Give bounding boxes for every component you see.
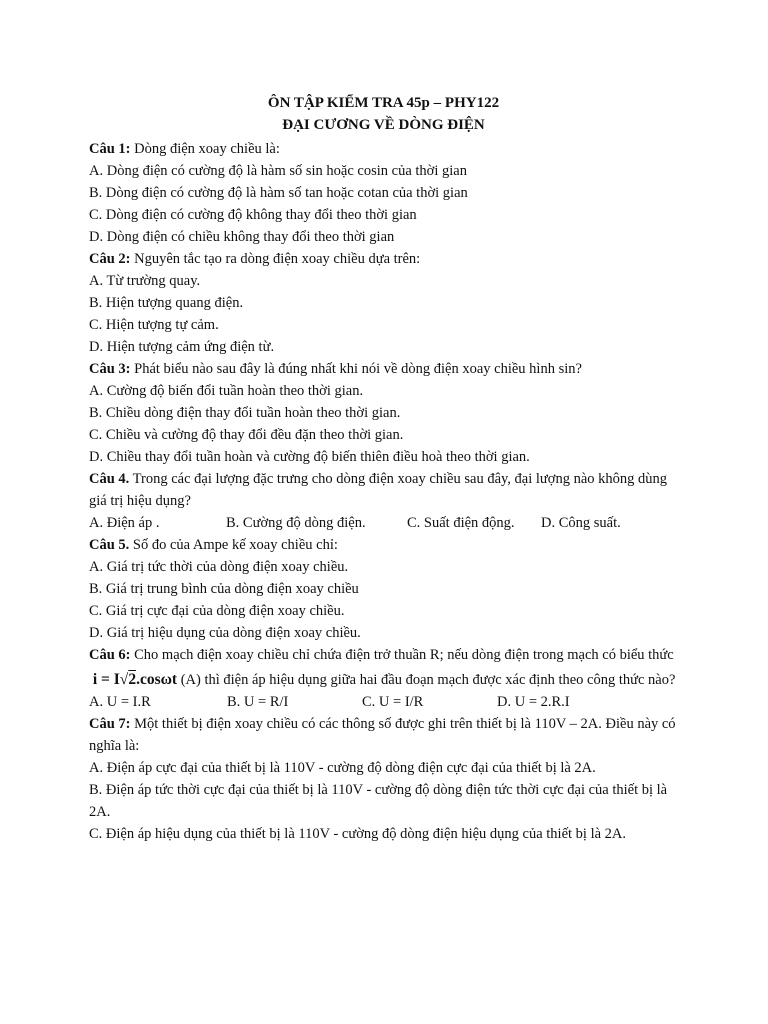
option: A. Điện áp cực đại của thiết bị là 110V - cường độ dòng điện cực đại của thiết bị là 2A. (89, 760, 596, 776)
option: A. Từ trường quay. (89, 273, 201, 289)
question-text: Nguyên tắc tạo ra dòng điện xoay chiều dựa trên: (130, 251, 421, 267)
option: B. Cường độ dòng điện. (226, 515, 366, 531)
option: C. Điện áp hiệu dụng của thiết bị là 110V - cường độ dòng điện hiệu dụng của thiết bị là 2A. (89, 826, 627, 842)
option: D. Dòng điện có chiều không thay đổi theo thời gian (89, 229, 395, 245)
question-label: Câu 5. (89, 537, 130, 553)
option: A. Giá trị tức thời của dòng điện xoay chiều. (89, 559, 349, 575)
option: B. Dòng điện có cường độ là hàm số tan hoặc cotan của thời gian (89, 185, 468, 201)
question-4 (89, 468, 678, 512)
question-5 (89, 534, 678, 556)
option: B. Giá trị trung bình của dòng điện xoay chiều (89, 581, 359, 597)
sqrt-symbol: √2 (119, 671, 137, 688)
question-text: Cho mạch điện xoay chiều chỉ chứa điện trở thuần R; nếu dòng điện trong mạch có biểu thức (130, 647, 674, 663)
title-line-2: ĐẠI CƯƠNG VỀ DÒNG ĐIỆN (282, 117, 485, 133)
option: B. Hiện tượng quang điện. (89, 295, 244, 311)
question-label: Câu 3: (89, 361, 131, 377)
formula-radicand: 2 (128, 671, 137, 688)
option: C. U = I/R (362, 694, 424, 710)
options-row (89, 512, 678, 534)
question-label: Câu 6: (89, 647, 131, 663)
title-line-1: ÔN TẬP KIỂM TRA 45p – PHY122 (267, 95, 500, 111)
question-text: Một thiết bị điện xoay chiều có các thông số được ghi trên thiết bị là 110V – 2A. Điều này có nghĩa là: (89, 716, 676, 754)
option: C. Hiện tượng tự cảm. (89, 317, 219, 333)
options-row (89, 691, 678, 713)
option: B. Chiều dòng điện thay đổi tuần hoàn theo thời gian. (89, 405, 401, 421)
question-text: Phát biểu nào sau đây là đúng nhất khi nói về dòng điện xoay chiều hình sin? (130, 361, 582, 377)
question-1 (89, 138, 678, 160)
formula-rhs: .cosωt (136, 671, 178, 688)
option: B. Điện áp tức thời cực đại của thiết bị là 110V - cường độ dòng điện tức thời cực đại của thiết bị là 2A. (89, 782, 668, 820)
formula-after-text: (A) thì điện áp hiệu dụng giữa hai đầu đoạn mạch được xác định theo công thức nào? (177, 672, 676, 688)
option: C. Dòng điện có cường độ không thay đổi theo thời gian (89, 207, 417, 223)
question-label: Câu 1: (89, 141, 131, 157)
option: D. Hiện tượng cảm ứng điện từ. (89, 339, 275, 355)
option: A. Cường độ biến đổi tuần hoàn theo thời gian. (89, 383, 364, 399)
formula-lhs: i = I (92, 671, 120, 688)
question-3 (89, 358, 678, 380)
formula-line (89, 669, 678, 691)
question-label: Câu 4. (89, 471, 130, 487)
question-6 (89, 644, 678, 666)
option: C. Giá trị cực đại của dòng điện xoay chiều. (89, 603, 345, 619)
option: D. Giá trị hiệu dụng của dòng điện xoay chiều. (89, 625, 361, 641)
question-label: Câu 2: (89, 251, 131, 267)
question-text: Số đo của Ampe kế xoay chiều chỉ: (129, 537, 338, 553)
question-2 (89, 248, 678, 270)
option: B. U = R/I (227, 694, 289, 710)
option: C. Chiều và cường độ thay đổi đều đặn theo thời gian. (89, 427, 404, 443)
question-7 (89, 713, 678, 757)
question-text: Trong các đại lượng đặc trưng cho dòng điện xoay chiều sau đây, đại lượng nào không dùng giá trị hiệu dụng? (89, 471, 668, 509)
option: D. Công suất. (541, 515, 621, 531)
question-label: Câu 7: (89, 716, 131, 732)
option: D. Chiều thay đổi tuần hoàn và cường độ biến thiên điều hoà theo thời gian. (89, 449, 530, 465)
formula (89, 671, 177, 688)
option: C. Suất điện động. (407, 515, 515, 531)
option: A. Điện áp . (89, 515, 160, 531)
option: D. U = 2.R.I (497, 694, 570, 710)
option: A. Dòng điện có cường độ là hàm số sin hoặc cosin của thời gian (89, 163, 467, 179)
question-text: Dòng điện xoay chiều là: (130, 141, 280, 157)
option: A. U = I.R (89, 694, 151, 710)
